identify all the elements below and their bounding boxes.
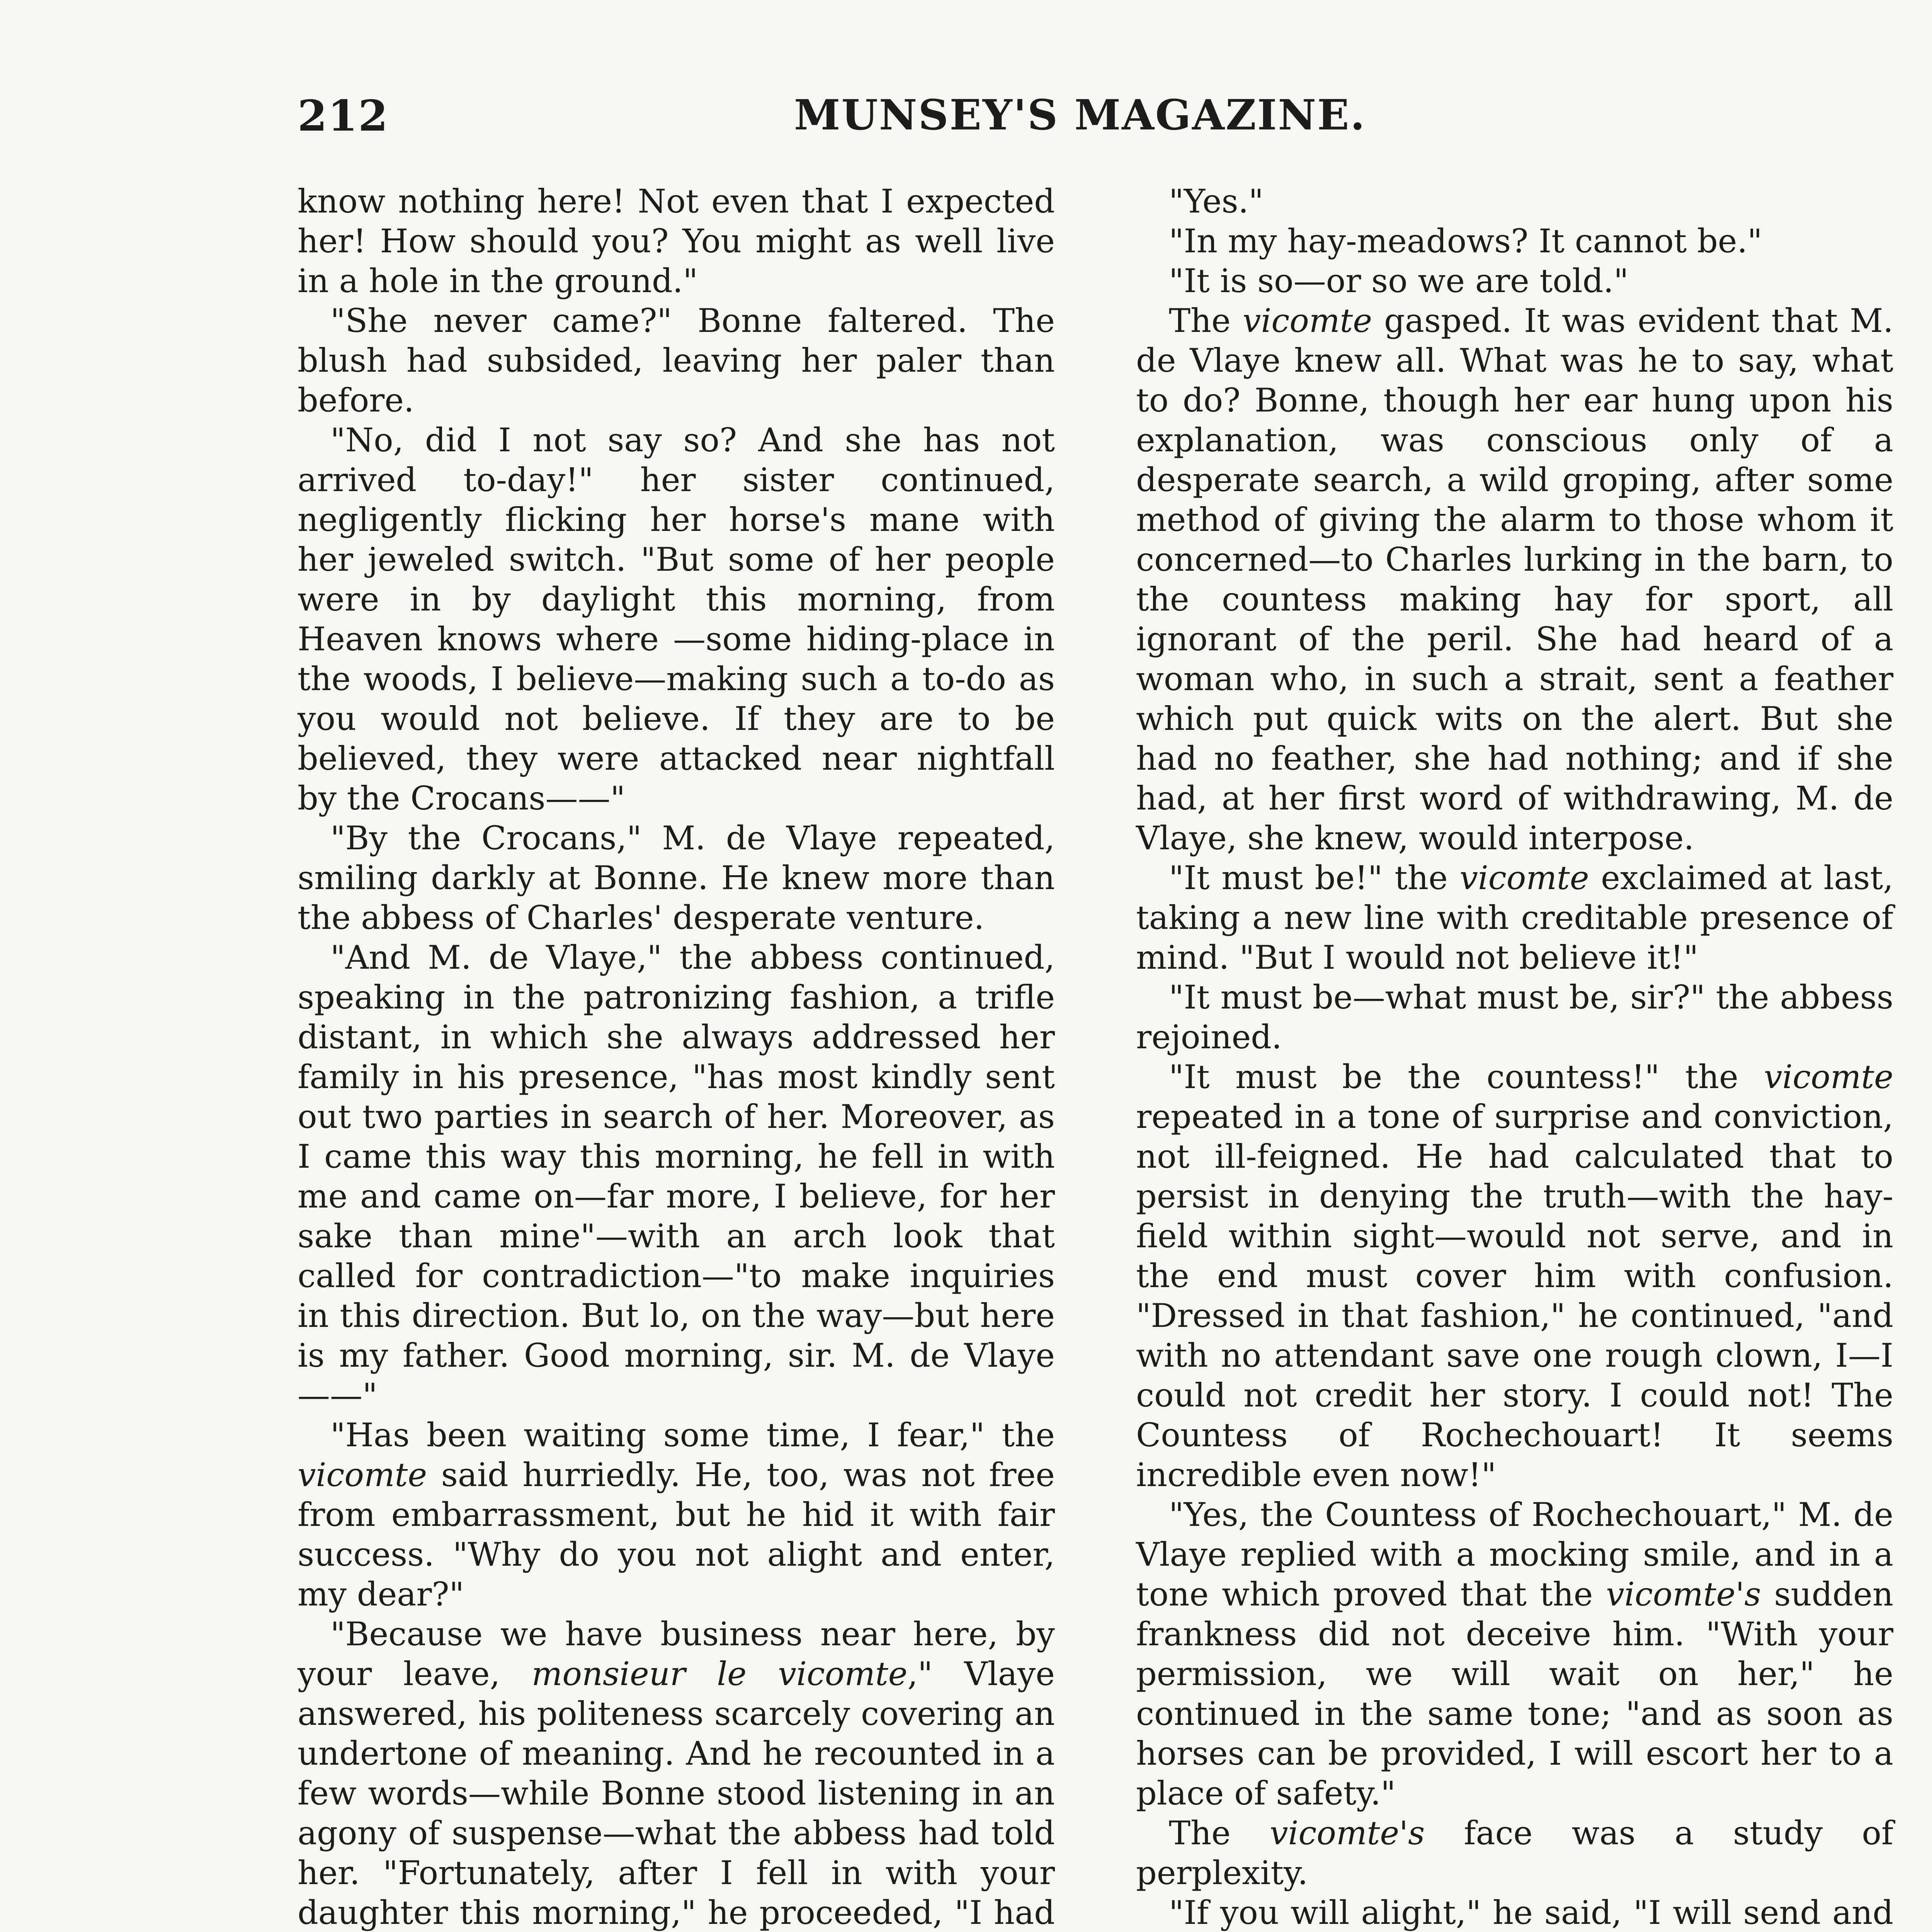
italic-text: vicomte's: [1270, 1814, 1425, 1852]
paragraph: "It is so—or so we are told.": [1169, 262, 1629, 300]
paragraph: The vicomte's face was a study of perplexity.: [1136, 1814, 1893, 1892]
italic-text: vicomte: [298, 1456, 427, 1494]
right-column: [1136, 182, 1893, 1932]
paragraph: "It must be!" the vicomte exclaimed at last, taking a new line with creditable presence of mind. "But I would not believe it!": [1136, 859, 1893, 976]
paragraph: "Has been waiting some time, I fear," the vicomte said hurriedly. He, too, was not free from embarrassment, but he hid it with fair success. "Why do you not alight and enter, my dear?": [298, 1416, 1055, 1613]
paragraph: know nothing here! Not even that I expected her! How should you? You might as well live in a hole in the ground.": [298, 182, 1055, 300]
page-number: 212: [298, 91, 389, 141]
paragraph: "It must be the countess!" the vicomte repeated in a tone of surprise and conviction, not ill-feigned. He had calculated that to persist in denying the truth—with the hay-field within sight—would not serve, and in the end must cover him with confusion. "Dressed in that fashion," he continued, "and with no attendant save one rough clown, I—I could not credit her story. I could not! The Countess of Rochechouart! It seems incredible even now!": [1136, 1058, 1893, 1494]
left-column: [298, 182, 1055, 1932]
italic-text: vicomte: [1764, 1058, 1893, 1096]
italic-text: monsieur le vicomte: [531, 1655, 908, 1693]
italic-text: vicomte's: [1606, 1575, 1761, 1613]
paragraph: "If you will alight," he said, "I will send and: [1169, 1894, 1893, 1932]
italic-text: vicomte: [1459, 859, 1589, 897]
paragraph: "No, did I not say so? And she has not arrived to-day!" her sister continued, negligently flicking her horse's mane with her jeweled switch. "But some of her people were in by daylight this morning, from Heaven knows where —some hiding-place in the woods, I believe—making such a to-do as you would not believe. If they are to be believed, they were attacked near nightfall by the Crocans——": [298, 421, 1055, 817]
paragraph: "By the Crocans," M. de Vlaye repeated, smiling darkly at Bonne. He knew more than the abbess of Charles' desperate venture.: [298, 819, 1055, 937]
italic-text: vicomte: [1242, 302, 1372, 340]
paragraph: "It must be—what must be, sir?" the abbess rejoined.: [1136, 978, 1893, 1056]
paragraph: "And M. de Vlaye," the abbess continued, speaking in the patronizing fashion, a trifle distant, in which she always addressed her family in his presence, "has most kindly sent out two parties in search of her. Moreover, as I came this way this morning, he fell in with me and came on—far more, I believe, for her sake than mine"—with an arch look that called for contradiction—"to make inquiries in this direction. But lo, on the way—but here is my father. Good morning, sir. M. de Vlaye——": [298, 939, 1055, 1414]
running-title: MUNSEY'S MAGAZINE.: [794, 91, 1366, 139]
page-header: [298, 91, 1862, 153]
paragraph: The vicomte gasped. It was evident that M. de Vlaye knew all. What was he to say, what to do? Bonne, though her ear hung upon his explanation, was conscious only of a desperate search, a wild groping, after some method of giving the alarm to those whom it concerned—to Charles lurking in the barn, to the countess making hay for sport, all ignorant of the peril. She had heard of a woman who, in such a strait, sent a feather which put quick wits on the alert. But she had no feather, she had nothing; and if she had, at her first word of withdrawing, M. de Vlaye, she knew, would interpose.: [1136, 302, 1894, 857]
paragraph: "In my hay-meadows? It cannot be.": [1169, 222, 1762, 260]
paragraph: "Yes, the Countess of Rochechouart," M. de Vlaye replied with a mocking smile, and in a tone which proved that the vicomte's sudden frankness did not deceive him. "With your permission, we will wait on her," he continued in the same tone; "and as soon as horses can be provided, I will escort her to a place of safety.": [1136, 1496, 1893, 1812]
paragraph: "She never came?" Bonne faltered. The blush had subsided, leaving her paler than before.: [298, 302, 1055, 419]
paragraph: "Yes.": [1169, 182, 1264, 220]
paragraph: "Because we have business near here, by your leave, monsieur le vicomte," Vlaye answered, his politeness scarcely covering an undertone of meaning. And he recounted in a few words—while Bonne stood listening in an agony of suspense—what the abbess had told her. "Fortunately, after I fell in with your daughter this morning," he proceeded, "I had: [298, 1615, 1055, 1932]
